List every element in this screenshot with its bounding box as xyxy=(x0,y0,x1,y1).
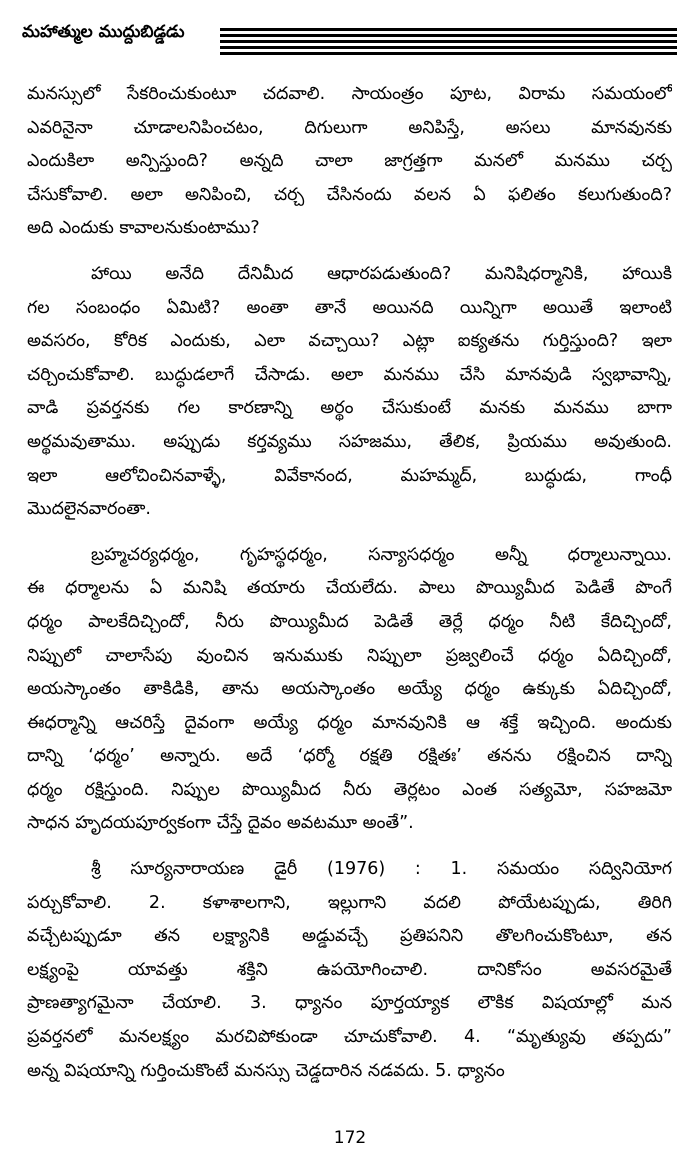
text-line: అవసరం, కోరిక ఎందుకు, ఎలా వచ్చాయి? ఎట్లా ఐక్యతను గుర్తిస్తుంది? ఇలా xyxy=(27,331,672,352)
paragraph xyxy=(27,78,672,246)
paragraph-gap xyxy=(27,246,672,258)
header-decorative-rules xyxy=(220,28,677,58)
text-line: ధర్మం పాలకేదిచ్చిందో, నీరు పొయ్యిమీద పెడితే తెర్లే ధర్మం నీటి కేదిచ్చిందో, xyxy=(27,611,672,632)
header-rule-line xyxy=(220,40,677,43)
text-line: బ్రహ్మచర్యధర్మం, గృహస్థధర్మం, సన్యాసధర్మం అన్నీ ధర్మాలున్నాయి. xyxy=(91,544,672,565)
text-line: అన్న విషయాన్ని గుర్తించుకొంటే మనస్సు చెడ్డదారిన నడవదు. 5. ధ్యానం xyxy=(27,1060,505,1081)
text-line: అది ఎందుకు కావాలనుకుంటాము? xyxy=(27,218,260,239)
paragraph xyxy=(27,853,672,1088)
header-rule-line xyxy=(220,28,677,31)
text-line: ఎందుకిలా అన్పిస్తుంది? అన్నది చాలా జాగ్రత్తగా మనలో మనము చర్చ xyxy=(27,151,672,172)
text-line: లక్ష్యంపై యావత్తు శక్తిని ఉపయోగించాలి. దానికోసం అవసరమైతే xyxy=(27,959,672,980)
text-line: అయస్కాంతం తాకిడికి, తాను అయస్కాంతం అయ్యే ధర్మం ఉక్కుకు ఏదిచ్చిందో, xyxy=(27,679,672,700)
paragraph-gap xyxy=(27,841,672,853)
text-line: గల సంబంధం ఏమిటి? అంతా తానే అయినది యిన్నిగా అయితే ఇలాంటి xyxy=(27,297,672,318)
header-rule-line xyxy=(220,34,677,37)
text-line: ప్రవర్తనలో మనలక్ష్యం మరచిపోకుండా చూచుకోవాలి. 4. “మృత్యువు తప్పదు” xyxy=(27,1027,672,1048)
text-line: ప్రాణత్యాగమైనా చేయాలి. 3. ధ్యానం పూర్తయ్యాక లౌకిక విషయాల్లో మన xyxy=(27,993,672,1014)
text-line: అర్థమవుతాము. అప్పుడు కర్తవ్యము సహజము, తేలిక, ప్రియము అవుతుంది. xyxy=(27,431,672,452)
paragraph-gap xyxy=(27,527,672,539)
text-line: నిప్పులో చాలాసేపు వుంచిన ఇనుముకు నిప్పులా ప్రజ్వలించే ధర్మం ఏదిచ్చిందో, xyxy=(27,645,672,666)
text-line: పర్చుకోవాలి. 2. కళాశాలగాని, ఇల్లుగాని వదలి పోయేటప్పుడు, తిరిగి xyxy=(27,892,672,913)
text-line: చర్చించుకోవాలి. బుద్ధుడలాగే చేసాడు. అలా మనము చేసి మానవుడి స్వభావాన్ని, xyxy=(27,364,672,385)
running-header xyxy=(22,18,677,58)
text-line: వాడి ప్రవర్తనకు గల కారణాన్ని అర్థం చేసుకుంటే మనకు మనము బాగా xyxy=(27,398,672,419)
paragraph xyxy=(27,258,672,527)
text-line: హాయి అనేది దేనిమీద ఆధారపడుతుంది? మనిషిధర్మానికి, హాయికి xyxy=(91,263,672,284)
text-line: మొదలైనవారంతా. xyxy=(27,499,151,520)
text-line: ఇలా ఆలోచించినవాళ్ళే, వివేకానంద, మహమ్మద్, బుద్ధుడు, గాంధీ xyxy=(27,465,672,486)
text-line: సాధన హృదయపూర్వకంగా చేస్తే దైవం అవటమూ అంతే”. xyxy=(27,813,414,834)
body-text xyxy=(27,78,672,1088)
text-line: ఈధర్మాన్ని ఆచరిస్తే దైవంగా అయ్యే ధర్మం మానవునికి ఆ శక్తే ఇచ్చింది. అందుకు xyxy=(27,712,672,733)
page-number: 172 xyxy=(333,1128,367,1148)
header-rule-line xyxy=(220,46,677,49)
running-header-title: మహాత్ముల ముద్దుబిడ్డడు xyxy=(22,22,185,42)
text-line: ఈ ధర్మాలను ఏ మనిషి తయారు చేయలేదు. పాలు పొయ్యిమీద పెడితే పొంగే xyxy=(27,578,672,599)
text-line: శ్రీ సూర్యనారాయణ డైరీ (1976) : 1. సమయం సద్వినియోగ xyxy=(91,859,672,880)
text-line: ఎవరినైనా చూడాలనిపించటం, దిగులుగా అనిపిస్తే, అసలు మానవునకు xyxy=(27,117,672,138)
text-line: మనస్సులో సేకరించుకుంటూ చదవాలి. సాయంత్రం పూట, విరామ సమయంలో xyxy=(27,84,672,104)
text-line: దాన్ని ‘ధర్మం’ అన్నారు. అదే ‘ధర్మో రక్షతి రక్షితః’ తనను రక్షించిన దాన్ని xyxy=(27,746,672,767)
header-rule-line xyxy=(220,52,677,55)
text-line: వచ్చేటప్పుడూ తన లక్ష్యానికి అడ్డువచ్చే ప్రతిపనిని తొలగించుకొంటూ, తన xyxy=(27,926,672,947)
paragraph xyxy=(27,539,672,841)
text-line: ధర్మం రక్షిస్తుంది. నిప్పుల పొయ్యిమీద నీరు తెర్లటం ఎంత సత్యమో, సహజమో xyxy=(27,779,672,800)
text-line: చేసుకోవాలి. అలా అనిపించి, చర్చ చేసినందు వలన ఏ ఫలితం కలుగుతుంది? xyxy=(27,184,672,205)
